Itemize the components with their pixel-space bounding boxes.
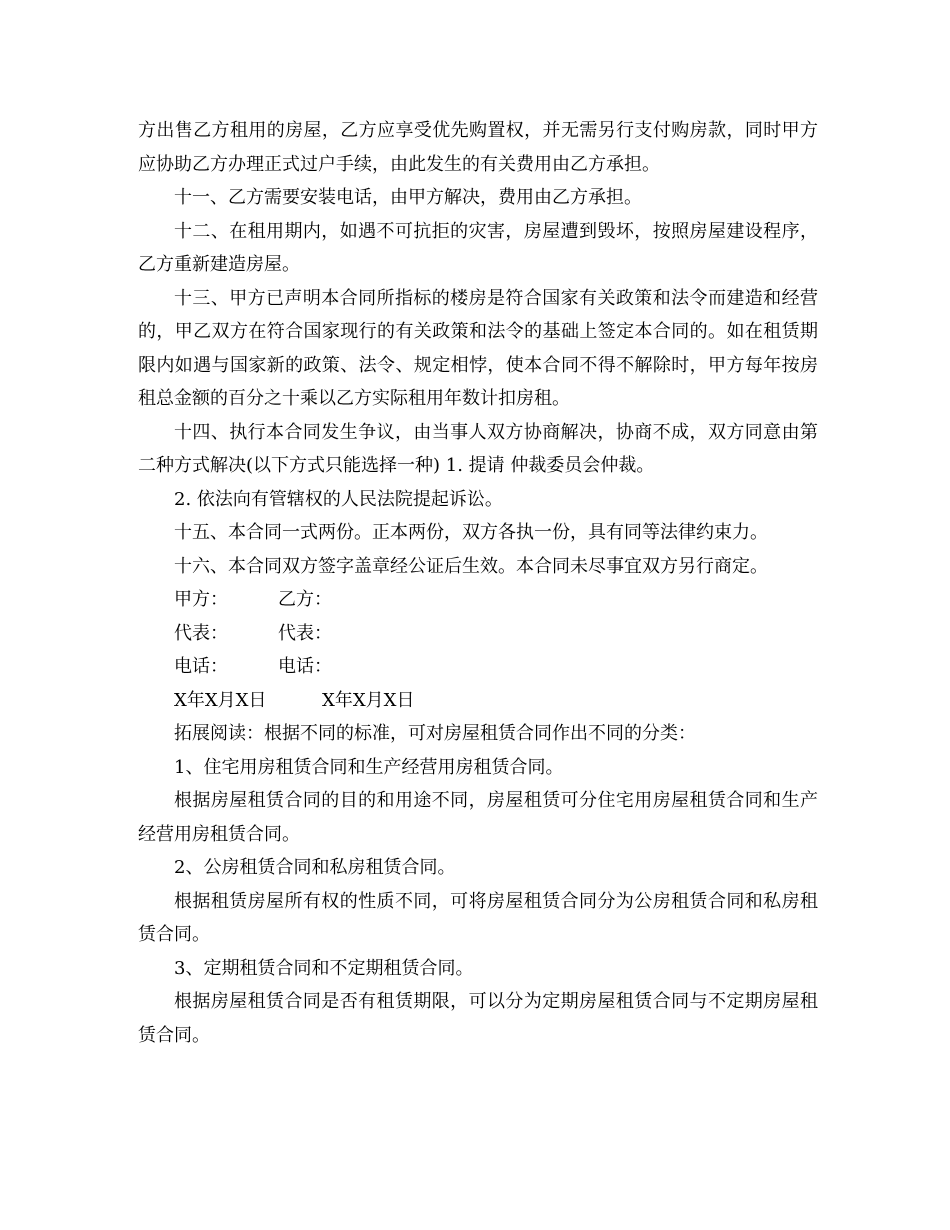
phone-a-label: 电话： bbox=[174, 656, 228, 677]
phone-b-label: 电话： bbox=[278, 656, 332, 677]
category-3-description: 根据房屋租赁合同是否有租赁期限，可以分为定期房屋租赁合同与不定期房屋租赁合同。 bbox=[138, 991, 818, 1046]
rep-b-label: 代表： bbox=[278, 622, 332, 644]
clause-16: 十六、本合同双方签字盖章经公证后生效。本合同未尽事宜双方另行商定。 bbox=[174, 555, 768, 577]
category-1-heading: 1、住宅用房租赁合同和生产经营用房租赁合同。 bbox=[174, 756, 564, 778]
clause-12: 十二、在租用期内，如遇不可抗拒的灾害，房屋遭到毁坏，按照房屋建设程序，乙方重新建造房屋。 bbox=[138, 220, 818, 275]
clause-11: 十一、乙方需要安装电话，由甲方解决，费用由乙方承担。 bbox=[174, 187, 642, 208]
paragraph-continued: 方出售乙方租用的房屋，乙方应享受优先购置权，并无需另行支付购房款，同时甲方应协助乙方办理正式过户手续，由此发生的有关费用由乙方承担。 bbox=[138, 120, 818, 175]
category-1-description: 根据房屋租赁合同的目的和用途不同，房屋租赁可分住宅用房屋租赁合同和生产经营用房租赁合同。 bbox=[138, 790, 818, 845]
clause-15: 十五、本合同一式两份。正本两份，双方各执一份，具有同等法律约束力。 bbox=[174, 522, 768, 543]
signature-date-row bbox=[138, 684, 818, 718]
category-2-heading: 2、公房租赁合同和私房租赁合同。 bbox=[174, 857, 456, 878]
clause-14-option-2: 2. 依法向有管辖权的人民法院提起诉讼。 bbox=[174, 488, 503, 510]
party-a-label: 甲方： bbox=[174, 589, 228, 610]
date-b: X年X月X日 bbox=[322, 689, 415, 711]
rep-a-label: 代表： bbox=[174, 622, 228, 644]
clause-14: 十四、执行本合同发生争议，由当事人双方协商解决，协商不成，双方同意由第二种方式解决(以下方式只能选择一种) 1. 提请 仲裁委员会仲裁。 bbox=[138, 421, 818, 476]
date-a: X年X月X日 bbox=[174, 689, 267, 711]
document-body bbox=[138, 114, 818, 1052]
party-b-label: 乙方： bbox=[278, 589, 332, 610]
category-2-description: 根据租赁房屋所有权的性质不同，可将房屋租赁合同分为公房租赁合同和私房租赁合同。 bbox=[138, 890, 818, 945]
extended-reading-intro: 拓展阅读：根据不同的标准，可对房屋租赁合同作出不同的分类： bbox=[174, 723, 696, 744]
signature-phone-row bbox=[138, 650, 818, 684]
signature-party-row bbox=[138, 583, 818, 617]
category-3-heading: 3、定期租赁合同和不定期租赁合同。 bbox=[174, 957, 474, 979]
clause-13: 十三、甲方已声明本合同所指标的楼房是符合国家有关政策和法令而建造和经营的，甲乙双方在符合国家现行的有关政策和法令的基础上签定本合同的。如在租赁期限内如遇与国家新的政策、法令、规定相悖，使本合同不得不解除时，甲方每年按房租总金额的百分之十乘以乙方实际租用年数计扣房租。 bbox=[138, 287, 818, 409]
signature-rep-row bbox=[138, 617, 818, 651]
